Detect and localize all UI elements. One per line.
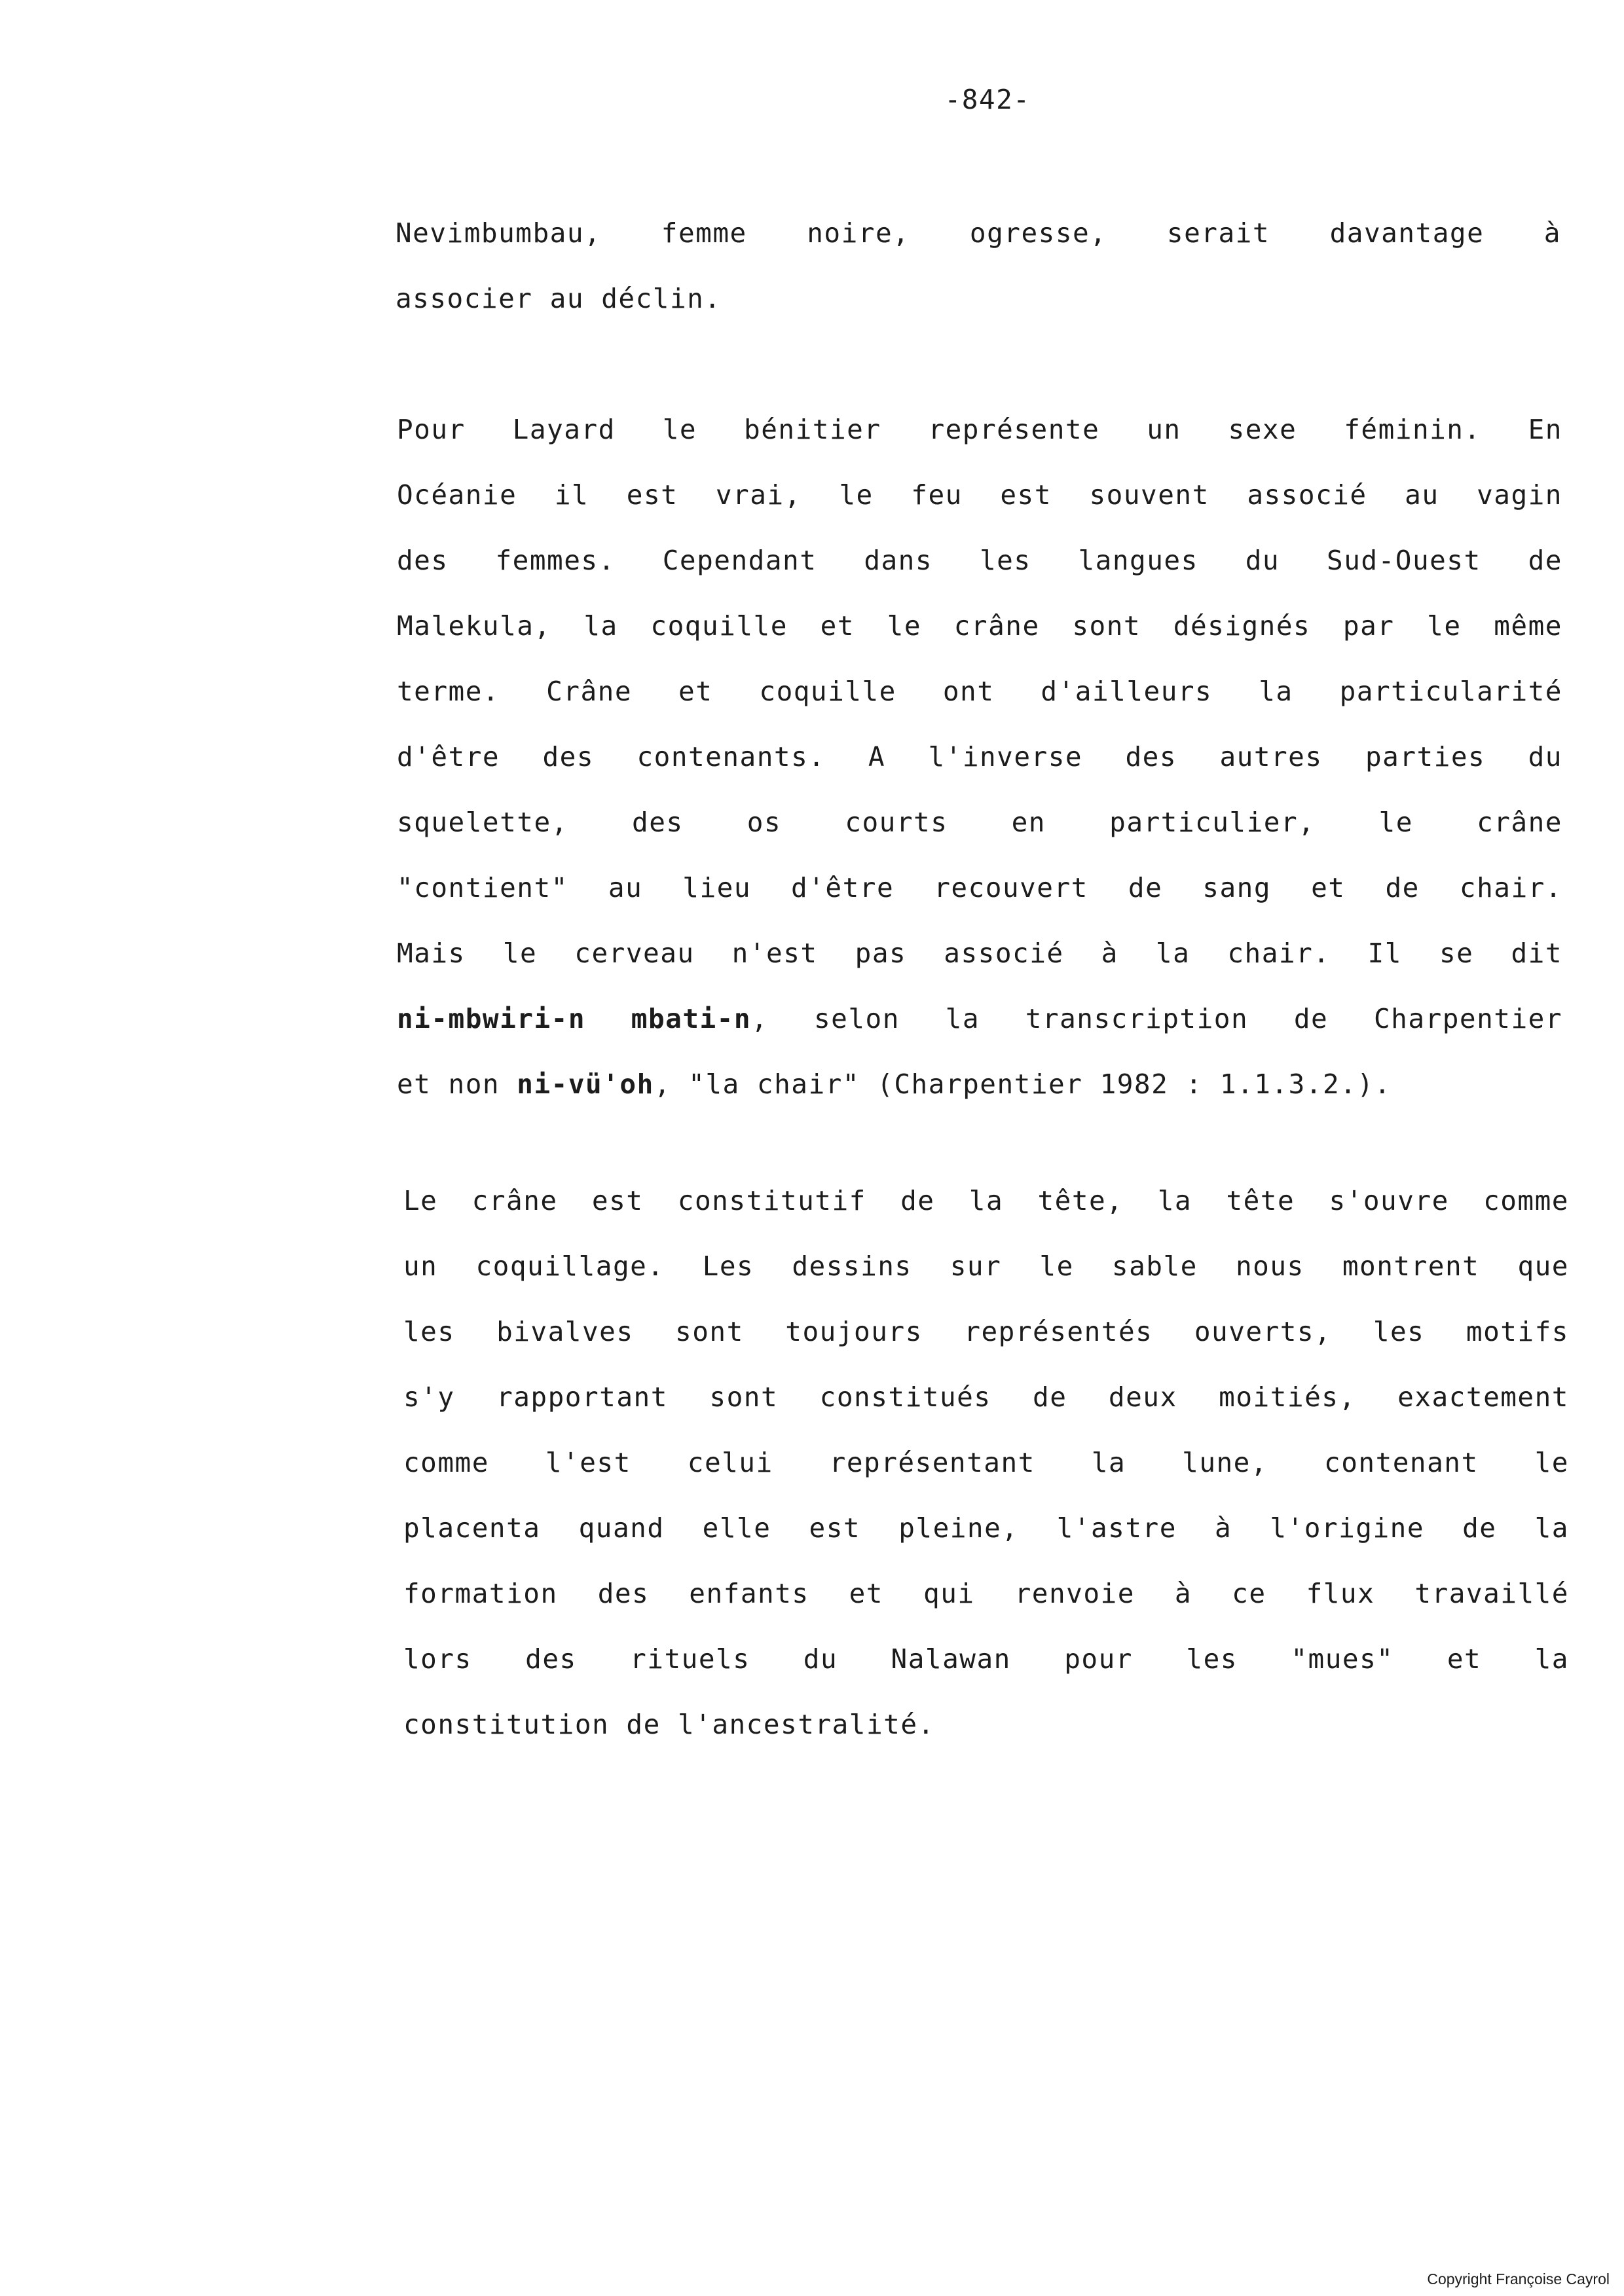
text-line: placenta quand elle est pleine, l'astre à l'origine de la bbox=[403, 1512, 1569, 1544]
vernacular-term: ni-vü'oh bbox=[517, 1068, 654, 1100]
text-line bbox=[397, 1051, 1562, 1117]
text-line: Pour Layard le bénitier représente un sexe féminin. En bbox=[397, 414, 1562, 445]
text-line: associer au déclin. bbox=[396, 283, 722, 314]
text-line: Nevimbumbau, femme noire, ogresse, serait davantage à bbox=[396, 217, 1561, 249]
text-line: Mais le cerveau n'est pas associé à la chair. Il se dit bbox=[397, 938, 1562, 969]
text-line: des femmes. Cependant dans les langues du Sud-Ouest de bbox=[397, 545, 1562, 576]
text-line: squelette, des os courts en particulier, le crâne bbox=[397, 807, 1562, 838]
copyright-notice: Copyright Françoise Cayrol bbox=[1427, 2270, 1610, 2287]
text-line bbox=[397, 986, 1562, 1051]
page-number: -842- bbox=[944, 84, 1031, 115]
text-line: Le crâne est constitutif de la tête, la tête s'ouvre comme bbox=[403, 1185, 1569, 1216]
text-line: d'être des contenants. A l'inverse des autres parties du bbox=[397, 741, 1562, 773]
paragraph-1 bbox=[396, 200, 1561, 331]
text-line: "contient" au lieu d'être recouvert de sang et de chair. bbox=[397, 872, 1562, 903]
text-fragment: et non bbox=[397, 1068, 517, 1100]
text-line: Malekula, la coquille et le crâne sont désignés par le même bbox=[397, 610, 1562, 642]
text-line: lors des rituels du Nalawan pour les "mues" et la bbox=[403, 1643, 1569, 1675]
text-fragment: , selon la transcription de Charpentier bbox=[751, 1003, 1563, 1034]
paragraph-2 bbox=[397, 397, 1562, 1117]
text-fragment: , "la chair" (Charpentier 1982 : 1.1.3.2.). bbox=[654, 1068, 1392, 1100]
text-line: un coquillage. Les dessins sur le sable nous montrent que bbox=[403, 1250, 1569, 1282]
text-line: formation des enfants et qui renvoie à ce flux travaillé bbox=[403, 1578, 1569, 1609]
text-line: s'y rapportant sont constitués de deux moitiés, exactement bbox=[403, 1381, 1569, 1413]
paragraph-3 bbox=[403, 1168, 1569, 1757]
text-line: terme. Crâne et coquille ont d'ailleurs la particularité bbox=[397, 676, 1562, 707]
text-line: comme l'est celui représentant la lune, contenant le bbox=[403, 1447, 1569, 1478]
text-line: les bivalves sont toujours représentés ouverts, les motifs bbox=[403, 1316, 1569, 1347]
text-line: constitution de l'ancestralité. bbox=[403, 1709, 935, 1740]
text-line: Océanie il est vrai, le feu est souvent associé au vagin bbox=[397, 479, 1562, 511]
vernacular-term: ni-mbwiri-n mbati-n bbox=[397, 1003, 752, 1034]
